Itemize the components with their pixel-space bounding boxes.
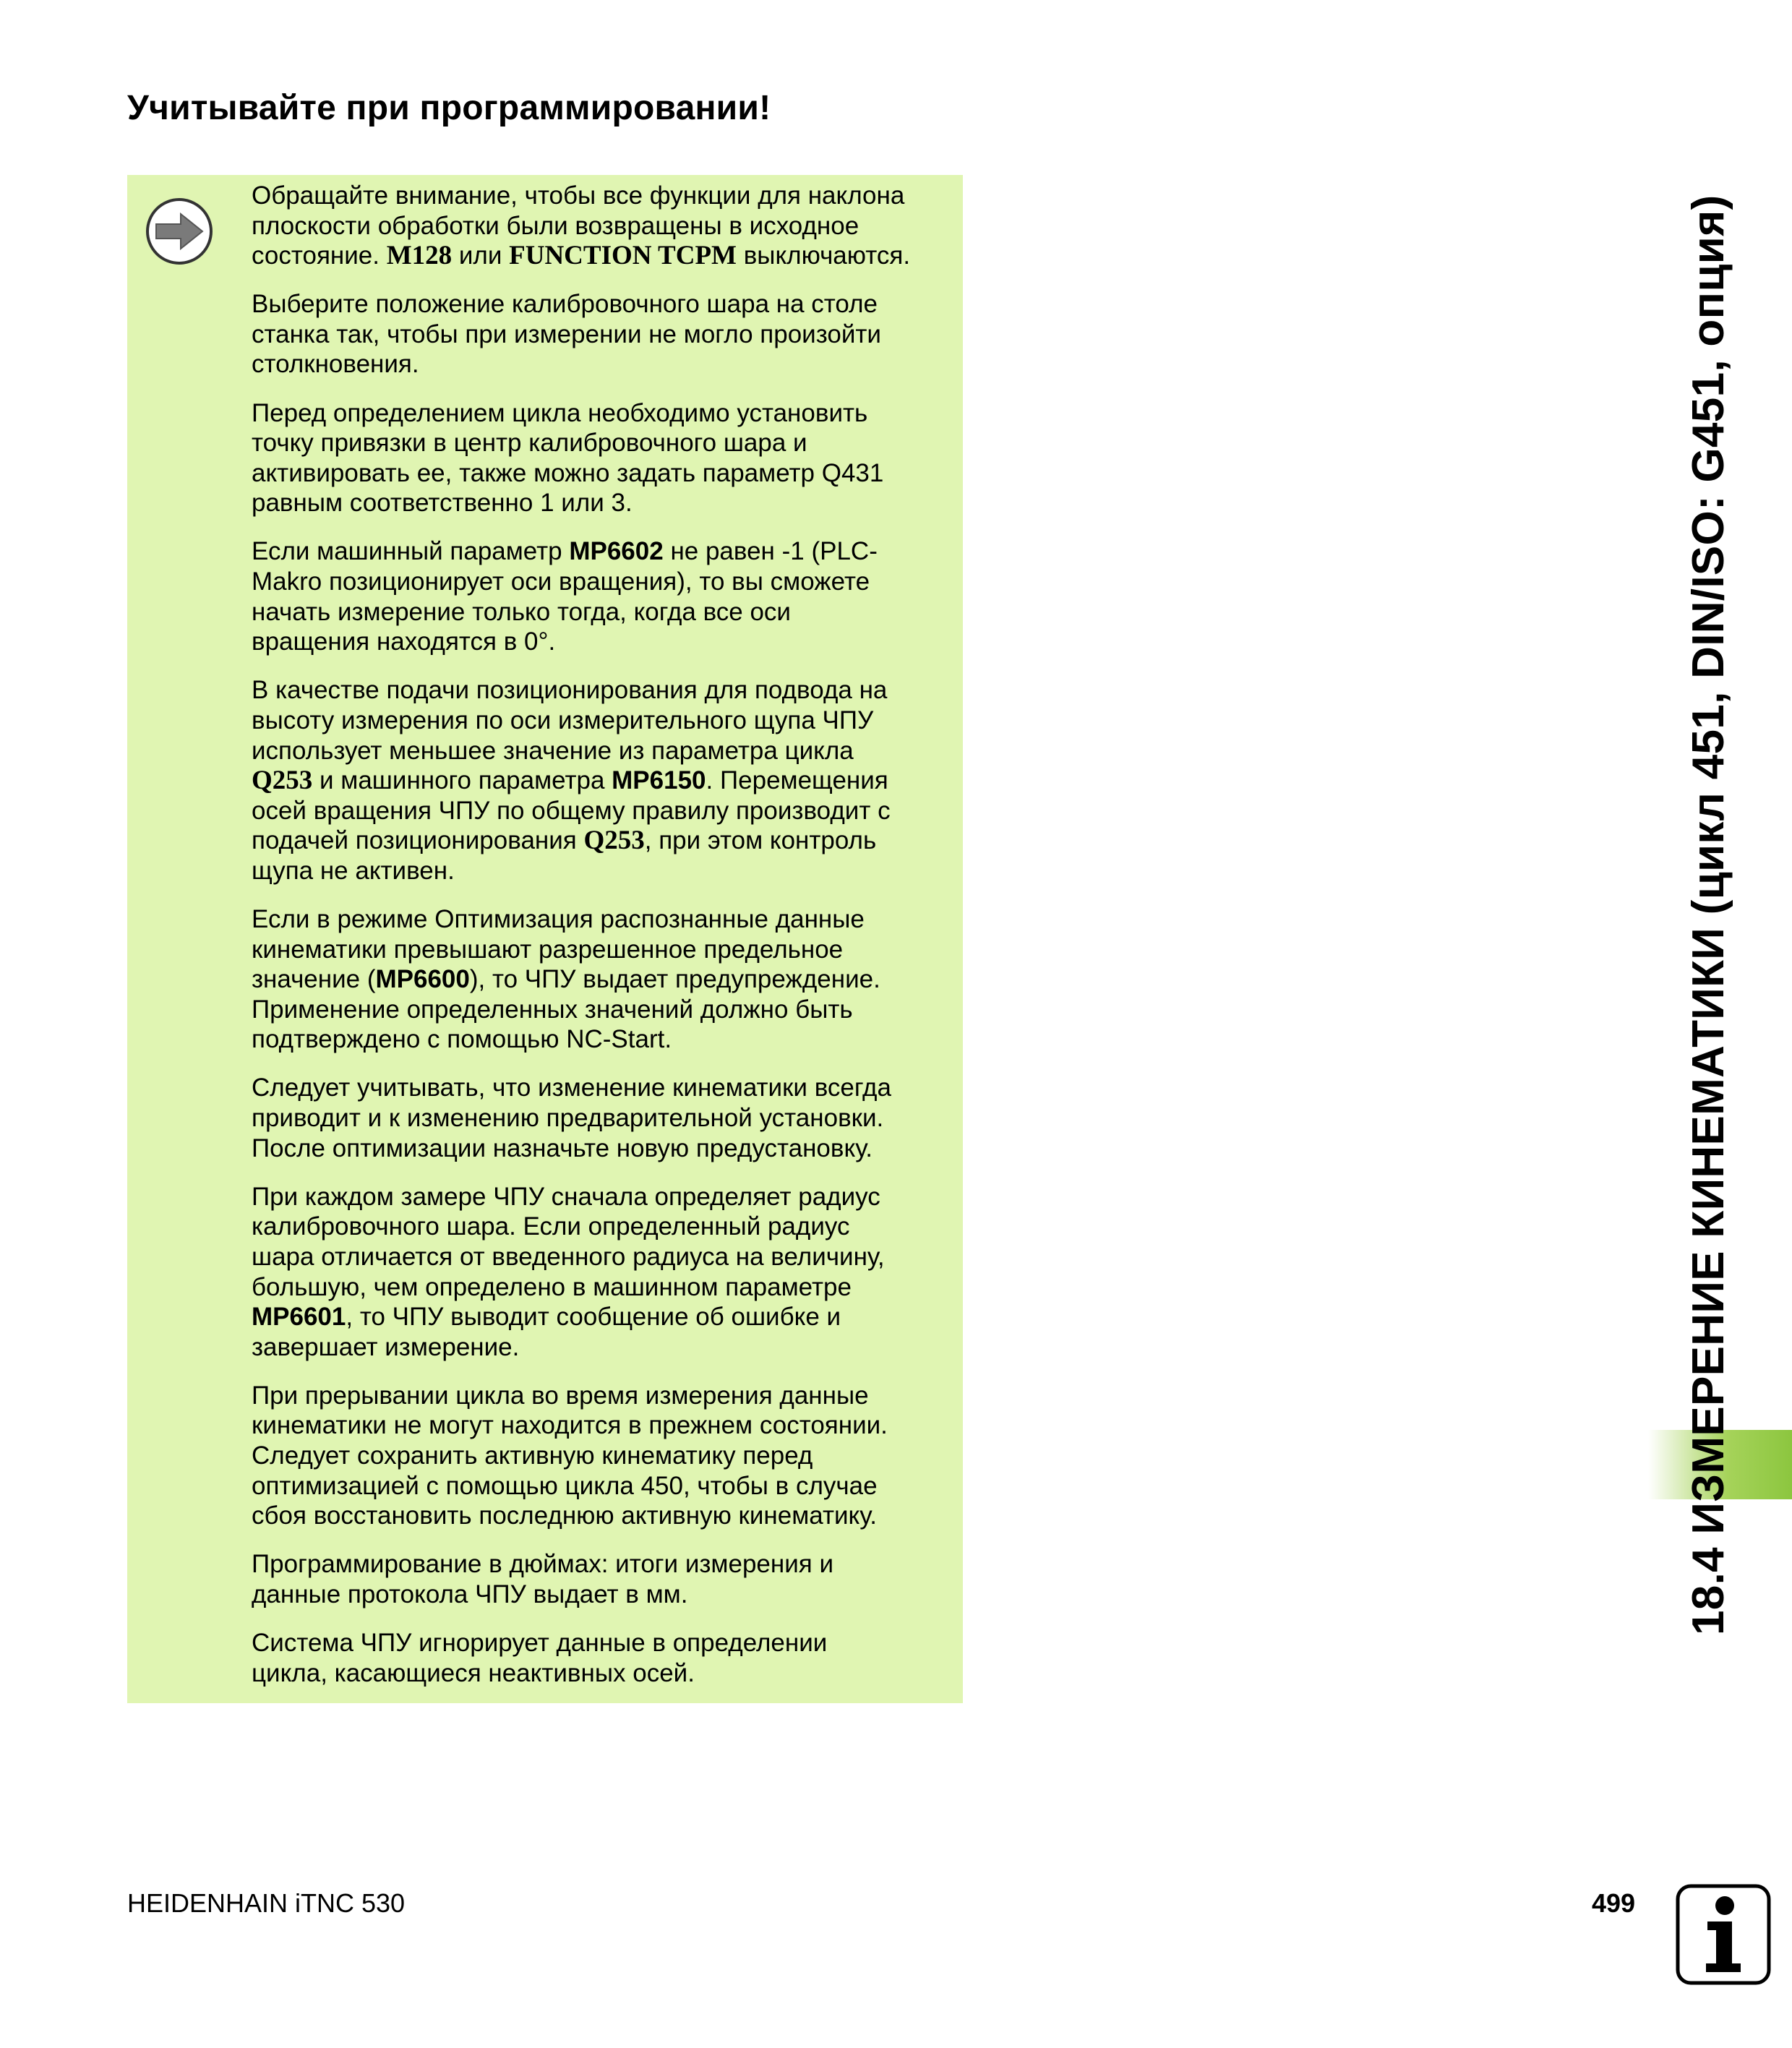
note-text: Система ЧПУ игнорирует данные в определении (252, 1628, 828, 1657)
note-text: или (452, 241, 510, 270)
side-chapter-title: 18.4 ИЗМЕРЕНИЕ КИНЕМАТИКИ (цикл 451, DIN/ISO: G451, опция) (1684, 194, 1733, 1635)
note-text: , при этом контроль (644, 826, 877, 855)
note-paragraph (252, 1381, 946, 1531)
note-text: начать измерение только тогда, когда все оси (252, 597, 791, 626)
note-text: использует меньшее значение из параметра цикла (252, 736, 854, 765)
note-paragraph (252, 904, 946, 1055)
note-paragraph (252, 1182, 946, 1363)
info-icon[interactable] (1676, 1884, 1771, 1985)
note-text: и машинного параметра (312, 766, 612, 795)
note-text: Обращайте внимание, чтобы все функции для наклона (252, 181, 905, 210)
footer-product: HEIDENHAIN iTNC 530 (127, 1888, 406, 1918)
note-text: высоту измерения по оси измерительного щупа ЧПУ (252, 706, 874, 734)
section-heading: Учитывайте при программировании! (127, 89, 771, 127)
note-text: В качестве подачи позиционирования для подвода на (252, 676, 888, 705)
note-text: При каждом замере ЧПУ сначала определяет радиус (252, 1182, 880, 1211)
note-text: столкновения. (252, 350, 419, 379)
note-emphasis: M128 (386, 241, 453, 271)
note-paragraph (252, 289, 946, 380)
note-emphasis: MP6150 (612, 766, 706, 795)
note-text: шара отличается от введенного радиуса на величину, (252, 1242, 885, 1271)
note-paragraph (252, 675, 946, 886)
note-text: цикла, касающиеся неактивных осей. (252, 1658, 695, 1687)
note-emphasis: FUNCTION TCPM (509, 241, 737, 271)
note-paragraph (252, 181, 946, 271)
note-emphasis: Q253 (583, 826, 645, 856)
note-text: большую, чем определено в машинном параметре (252, 1272, 852, 1301)
note-text: Выберите положение калибровочного шара на столе (252, 290, 878, 319)
note-text: оптимизацией с помощью цикла 450, чтобы в случае (252, 1471, 878, 1500)
note-paragraph (252, 1549, 946, 1609)
note-text: равным соответственно 1 или 3. (252, 489, 633, 518)
note-emphasis: MP6602 (569, 537, 664, 566)
note-emphasis: MP6601 (252, 1303, 346, 1332)
note-text: точку привязки в центр калибровочного шара и (252, 429, 807, 458)
note-text: щупа не активен. (252, 856, 455, 885)
note-text: Перед определением цикла необходимо установить (252, 398, 868, 427)
note-text: калибровочного шара. Если определенный радиус (252, 1212, 850, 1241)
note-paragraph (252, 536, 946, 656)
note-text: , то ЧПУ выводит сообщение об ошибке и (346, 1303, 841, 1332)
page-number: 499 (1592, 1888, 1636, 1918)
note-text: Makro позиционирует оси вращения), то вы сможете (252, 567, 870, 596)
arrow-right-icon (145, 197, 214, 266)
note-text: плоскости обработки были возвращены в исходное (252, 211, 859, 240)
note-text: значение ( (252, 965, 376, 994)
note-text: Применение определенных значений должно быть (252, 995, 853, 1024)
note-text: . Перемещения (706, 766, 888, 795)
note-text: кинематики не могут находится в прежнем состоянии. (252, 1411, 888, 1440)
note-paragraph (252, 398, 946, 518)
note-emphasis: Q253 (252, 766, 313, 796)
note-text: не равен -1 (PLC- (663, 537, 878, 566)
note-text: состояние. (252, 241, 387, 270)
note-text: Следует сохранить активную кинематику перед (252, 1441, 813, 1470)
note-text: кинематики превышают разрешенное предельное (252, 935, 844, 964)
note-text: После оптимизации назначьте новую предустановку. (252, 1134, 873, 1162)
note-text: данные протокола ЧПУ выдает в мм. (252, 1580, 688, 1608)
note-text: выключаются. (736, 241, 911, 270)
note-text: Если машинный параметр (252, 537, 570, 566)
note-text: станка так, чтобы при измерении не могло произойти (252, 320, 881, 348)
note-text: подачей позиционирования (252, 826, 584, 855)
note-text: ), то ЧПУ выдает предупреждение. (469, 965, 880, 994)
note-text: вращения находятся в 0°. (252, 627, 556, 656)
note-text: Если в режиме Оптимизация распознанные данные (252, 904, 865, 933)
note-text: активировать ее, также можно задать параметр Q431 (252, 458, 884, 487)
note-text: сбоя восстановить последнюю активную кинематику. (252, 1501, 877, 1530)
note-text: Программирование в дюймах: итоги измерения и (252, 1550, 833, 1579)
notes-list (252, 181, 946, 1707)
note-paragraph (252, 1628, 946, 1688)
note-emphasis: MP6600 (375, 965, 470, 994)
note-text: При прерывании цикла во время измерения данные (252, 1381, 869, 1410)
note-text: приводит и к изменению предварительной установки. (252, 1104, 884, 1133)
note-text: Следует учитывать, что изменение кинематики всегда (252, 1074, 891, 1102)
note-paragraph (252, 1073, 946, 1163)
note-text: осей вращения ЧПУ по общему правилу производит с (252, 796, 891, 825)
note-text: подтверждено с помощью NC-Start. (252, 1025, 672, 1054)
note-text: завершает измерение. (252, 1332, 520, 1361)
